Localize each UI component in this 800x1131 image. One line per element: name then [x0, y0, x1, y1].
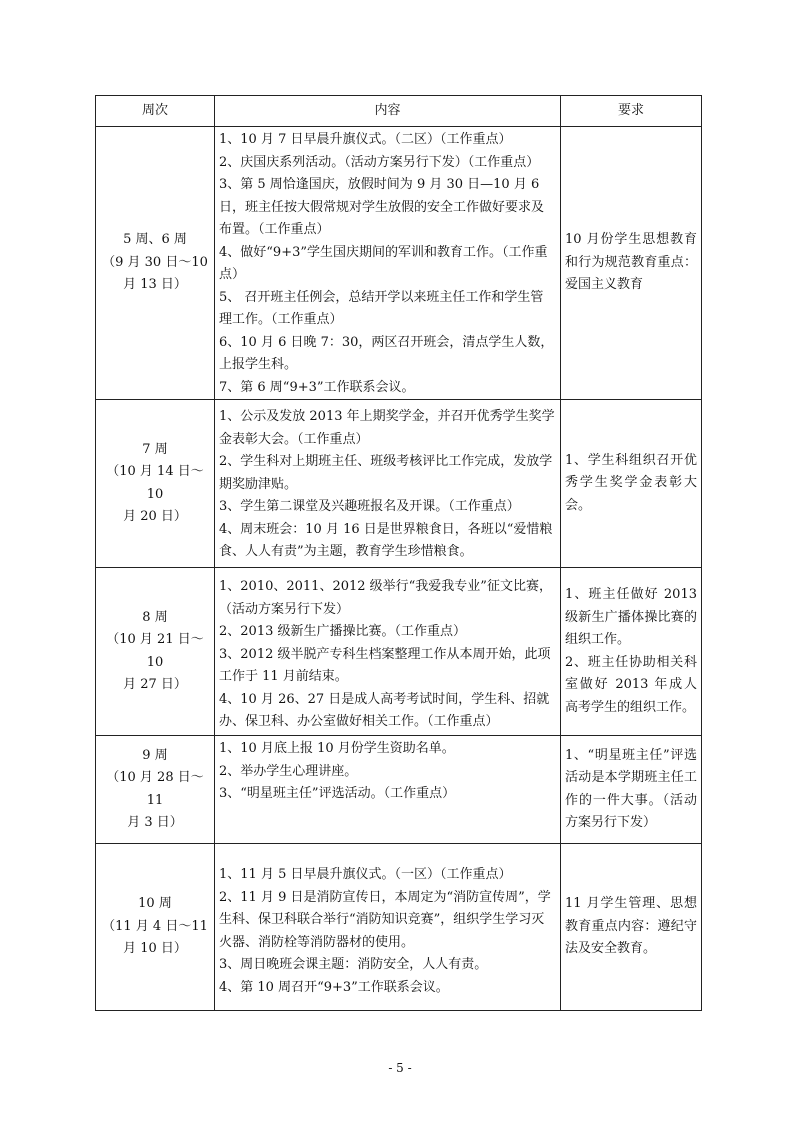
content-cell — [215, 844, 561, 1011]
requirement-item: 1、“明星班主任”评选活动是本学期班主任工作的一件大事。（活动方案另行下发） — [565, 747, 697, 830]
content-cell — [215, 127, 561, 400]
content-cell — [215, 736, 561, 844]
requirement-cell — [561, 844, 702, 1011]
week-date-range: （10 月 21 日～10 — [106, 632, 204, 670]
week-label: 5 周、6 周 — [123, 232, 187, 248]
week-label: 8 周 — [142, 609, 168, 625]
week-cell — [96, 400, 215, 568]
content-item: 1、公示及发放 2013 年上期奖学金，并召开优秀学生奖学金表彰大会。（工作重点） — [219, 409, 555, 447]
week-date-range: （11 月 4 日～11 — [102, 918, 208, 934]
content-item: 2、学生科对上期班主任、班级考核评比工作完成，发放学期奖励津贴。 — [219, 454, 553, 492]
schedule-row — [96, 736, 702, 844]
content-item: 3、学生第二课堂及兴趣班报名及开课。（工作重点） — [219, 499, 520, 514]
requirement-item: 2、班主任协助相关科室做好 2013 年成人高考学生的组织工作。 — [565, 654, 697, 715]
week-cell — [96, 844, 215, 1011]
schedule-table — [95, 95, 702, 1011]
content-item: 4、做好“9+3”学生国庆期间的军训和教育工作。（工作重点） — [219, 244, 548, 282]
requirement-item: 10 月份学生思想教育和行为规范教育重点：爱国主义教育 — [565, 232, 697, 293]
week-date-range: 月 3 日） — [127, 815, 183, 830]
content-item: 4、第 10 周召开“9+3”工作联系会议。 — [219, 979, 449, 995]
requirement-item: 1、学生科组织召开优秀学生奖学金表彰大会。 — [565, 452, 697, 513]
requirement-cell — [561, 127, 702, 400]
week-label: 9 周 — [142, 747, 168, 763]
content-item: 2、2013 级新生广播操比赛。（工作重点） — [219, 624, 466, 639]
header-requirement: 要求 — [561, 96, 702, 127]
requirement-cell — [561, 400, 702, 568]
header-content: 内容 — [215, 96, 561, 127]
content-item: 3、第 5 周恰逢国庆，放假时间为 9 月 30 日—10 月 6 日，班主任按大假常规对学生放假的安全工作做好要求及布置。（工作重点） — [219, 177, 545, 237]
schedule-row — [96, 568, 702, 736]
content-item: 1、2010、2011、2012 级举行“我爱我专业”征文比赛，（活动方案另行下发） — [219, 579, 552, 617]
week-date-range: （9 月 30 日～10 — [102, 254, 208, 270]
page-number: - 5 - — [388, 1061, 412, 1075]
week-cell — [96, 127, 215, 400]
content-item: 3、2012 级半脱产专科生档案整理工作从本周开始，此项工作于 11 月前结束。 — [219, 646, 551, 684]
content-item: 4、周末班会：10 月 16 日是世界粮食日，各班以“爱惜粮食、人人有责”为主题，教育学生珍惜粮食。 — [219, 521, 553, 559]
content-cell — [215, 400, 561, 568]
content-cell — [215, 568, 561, 736]
content-item: 3、“明星班主任”评选活动。（工作重点） — [219, 786, 456, 801]
schedule-row — [96, 844, 702, 1011]
content-item: 5、 召开班主任例会，总结开学以来班主任工作和学生管理工作。（工作重点） — [219, 289, 544, 327]
header-row — [96, 96, 702, 127]
week-cell — [96, 568, 215, 736]
content-item: 2、11 月 9 日是消防宣传日，本周定为“消防宣传周”，学生科、保卫科联合举行“消防知识竞赛”，组织学生学习灭火器、消防栓等消防器材的使用。 — [219, 889, 551, 950]
requirement-cell — [561, 736, 702, 844]
content-item: 2、举办学生心理讲座。 — [219, 763, 358, 779]
content-item: 3、周日晚班会课主题：消防安全，人人有责。 — [219, 957, 488, 972]
header-week: 周次 — [96, 96, 215, 127]
requirement-item: 11 月学生管理、思想教育重点内容：遵纪守法及安全教育。 — [565, 896, 697, 957]
content-item: 1、10 月底上报 10 月份学生资助名单。 — [219, 741, 455, 756]
week-date-range: 月 20 日） — [123, 509, 187, 524]
week-date-range: 月 10 日） — [123, 941, 187, 957]
content-item: 1、11 月 5 日早晨升旗仪式。（一区）（工作重点） — [219, 867, 512, 882]
content-item: 4、10 月 26、27 日是成人高考考试时间，学生科、招就办、保卫科、办公室做好相关工作。（工作重点） — [219, 691, 550, 729]
week-date-range: （10 月 14 日～10 — [106, 464, 204, 502]
week-label: 10 周 — [138, 896, 172, 912]
schedule-row — [96, 127, 702, 400]
content-item: 1、10 月 7 日早晨升旗仪式。（二区）（工作重点） — [219, 132, 512, 147]
week-date-range: （10 月 28 日～11 — [106, 770, 204, 808]
week-label: 7 周 — [142, 441, 168, 457]
content-item: 6、10 月 6 日晚 7：30，两区召开班会，清点学生人数，上报学生科。 — [219, 334, 554, 372]
content-item: 7、第 6 周“9+3”工作联系会议。 — [219, 379, 415, 395]
week-cell — [96, 736, 215, 844]
requirement-cell — [561, 568, 702, 736]
requirement-item: 1、班主任做好 2013 级新生广播体操比赛的组织工作。 — [565, 587, 697, 647]
content-item: 2、庆国庆系列活动。（活动方案另行下发）（工作重点） — [219, 154, 540, 170]
week-date-range: 月 27 日） — [123, 677, 187, 692]
week-date-range: 月 13 日） — [123, 277, 187, 293]
schedule-row — [96, 400, 702, 568]
